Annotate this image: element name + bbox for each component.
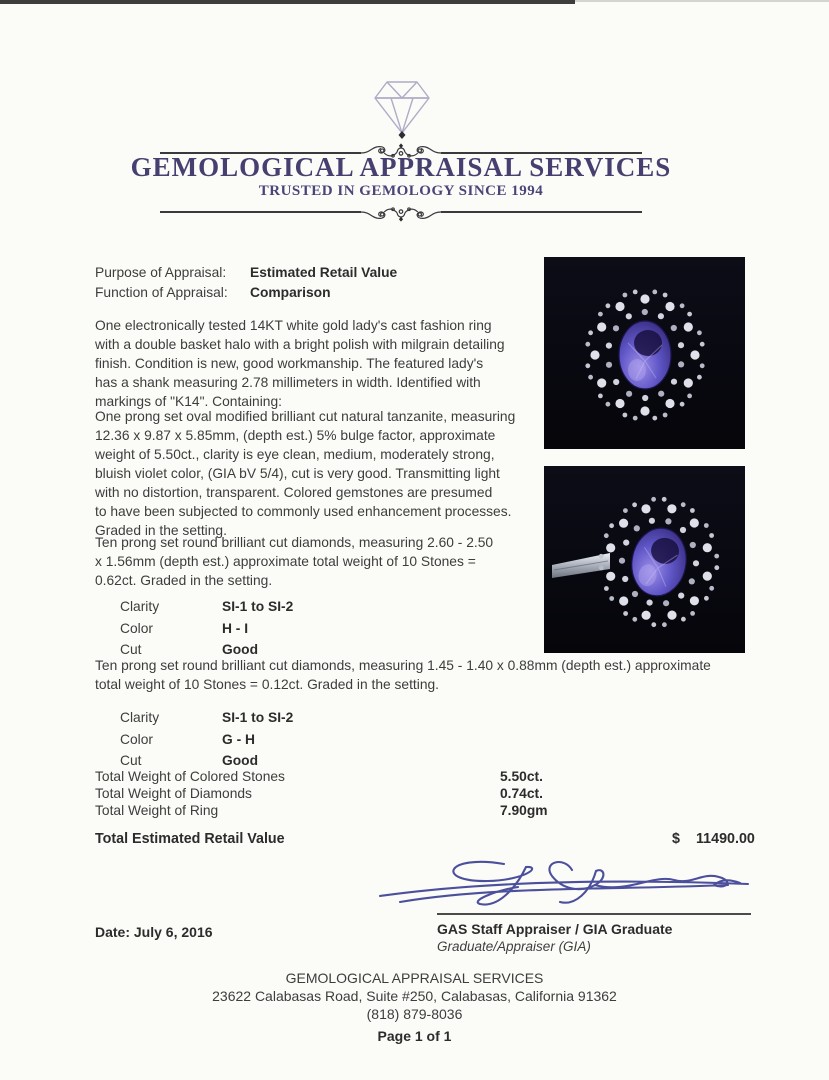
header-rule-bottom bbox=[160, 199, 642, 225]
function-value: Comparison bbox=[250, 284, 331, 300]
appraisal-date: Date: July 6, 2016 bbox=[95, 924, 213, 940]
company-tagline: TRUSTED IN GEMOLOGY SINCE 1994 bbox=[258, 183, 544, 199]
function-row bbox=[95, 283, 397, 303]
cut-label: Cut bbox=[120, 753, 142, 768]
purpose-value: Estimated Retail Value bbox=[250, 265, 398, 280]
footer-phone: (818) 879-8036 bbox=[366, 1006, 463, 1022]
scan-artifact-top bbox=[0, 0, 575, 4]
scan-artifact-top-faint bbox=[575, 0, 829, 2]
clarity-value: SI-1 to SI-2 bbox=[222, 710, 294, 725]
purpose-row bbox=[95, 263, 397, 283]
signature-mark bbox=[376, 854, 760, 916]
ring-weight-value: 7.90gm bbox=[500, 803, 548, 819]
diamonds-primary-paragraph: Ten prong set round brilliant cut diamonds, measuring 2.60 - 2.50 x 1.56mm (depth est.) approximate total weight of 10 Stones = 0.62ct. Graded in the setting. bbox=[95, 535, 494, 588]
diamond-tip-ornament bbox=[399, 131, 406, 139]
currency-symbol: $ bbox=[672, 831, 680, 847]
rule-line bbox=[160, 211, 361, 213]
color-label: Color bbox=[120, 620, 153, 636]
color-label: Color bbox=[120, 731, 153, 747]
retail-value-amount bbox=[672, 830, 755, 849]
diamonds-weight-label: Total Weight of Diamonds bbox=[95, 786, 252, 802]
appraisal-meta bbox=[95, 263, 397, 302]
signer-credential: Graduate/Appraiser (GIA) bbox=[437, 939, 591, 954]
ring-weight-label: Total Weight of Ring bbox=[95, 803, 219, 819]
clarity-label: Clarity bbox=[120, 599, 160, 614]
signer-title: GAS Staff Appraiser / GIA Graduate bbox=[437, 921, 673, 937]
cut-label: Cut bbox=[120, 642, 142, 657]
amount: 11490.00 bbox=[696, 831, 755, 847]
diamonds-secondary-paragraph: Ten prong set round brilliant cut diamonds, measuring 1.45 - 1.40 x 0.88mm (depth est.) approximate total weight of 10 Stones = 0.12ct. Graded in the setting. bbox=[95, 658, 711, 692]
cut-value: Good bbox=[222, 642, 259, 657]
colored-stones-weight-label: Total Weight of Colored Stones bbox=[95, 769, 285, 784]
purpose-label: Purpose of Appraisal: bbox=[95, 265, 227, 280]
colored-stones-weight-value: 5.50ct. bbox=[500, 769, 543, 784]
tanzanite-description-paragraph: One prong set oval modified brilliant cut natural tanzanite, measuring 12.36 x 9.87 x 5.85mm, (depth est.) 5% bulge factor, approximate weight of 5.50ct., clarity is eye clean, medium, moderately strong, bluish violet color, (GIA bV 5/4), cut is very good. Transmitting light with no distortion, transparent. Colored gemstones are presumed to have been subjected to commonly used enhancement processes. Graded in the setting. bbox=[95, 409, 516, 538]
grading-table-1 bbox=[120, 596, 293, 661]
ring-photo-top bbox=[544, 257, 745, 449]
clarity-label: Clarity bbox=[120, 710, 160, 725]
signer-block bbox=[437, 920, 672, 956]
company-title: GEMOLOGICAL APPRAISAL SERVICES bbox=[130, 152, 672, 182]
rule-line bbox=[441, 211, 642, 213]
signature-rule-line bbox=[437, 913, 751, 915]
grading-table-2 bbox=[120, 707, 293, 772]
footer-company: GEMOLOGICAL APPRAISAL SERVICES bbox=[285, 970, 544, 986]
page-indicator: Page 1 of 1 bbox=[377, 1028, 452, 1044]
retail-value-label: Total Estimated Retail Value bbox=[95, 831, 285, 847]
diamonds-weight-value: 0.74ct. bbox=[500, 786, 543, 802]
function-label: Function of Appraisal: bbox=[95, 284, 228, 300]
item-overview-paragraph: One electronically tested 14KT white gold lady's cast fashion ring with a double basket halo with a bright polish with milgrain detailing finish. Condition is new, good workmanship. The featured lady's has a shank measuring 2.78 millimeters in width. Identified with markings of "K14". Containing: bbox=[95, 318, 505, 409]
diamond-logo-icon bbox=[368, 78, 436, 140]
cut-value: Good bbox=[222, 753, 259, 768]
weights-summary bbox=[95, 768, 548, 820]
color-value: G - H bbox=[222, 731, 255, 747]
color-value: H - I bbox=[222, 620, 249, 636]
footer-address: 23622 Calabasas Road, Suite #250, Calabasas, California 91362 bbox=[212, 988, 617, 1004]
clarity-value: SI-1 to SI-2 bbox=[222, 599, 294, 614]
flourish-ornament-icon bbox=[361, 199, 441, 225]
ring-photo-side bbox=[544, 466, 745, 653]
